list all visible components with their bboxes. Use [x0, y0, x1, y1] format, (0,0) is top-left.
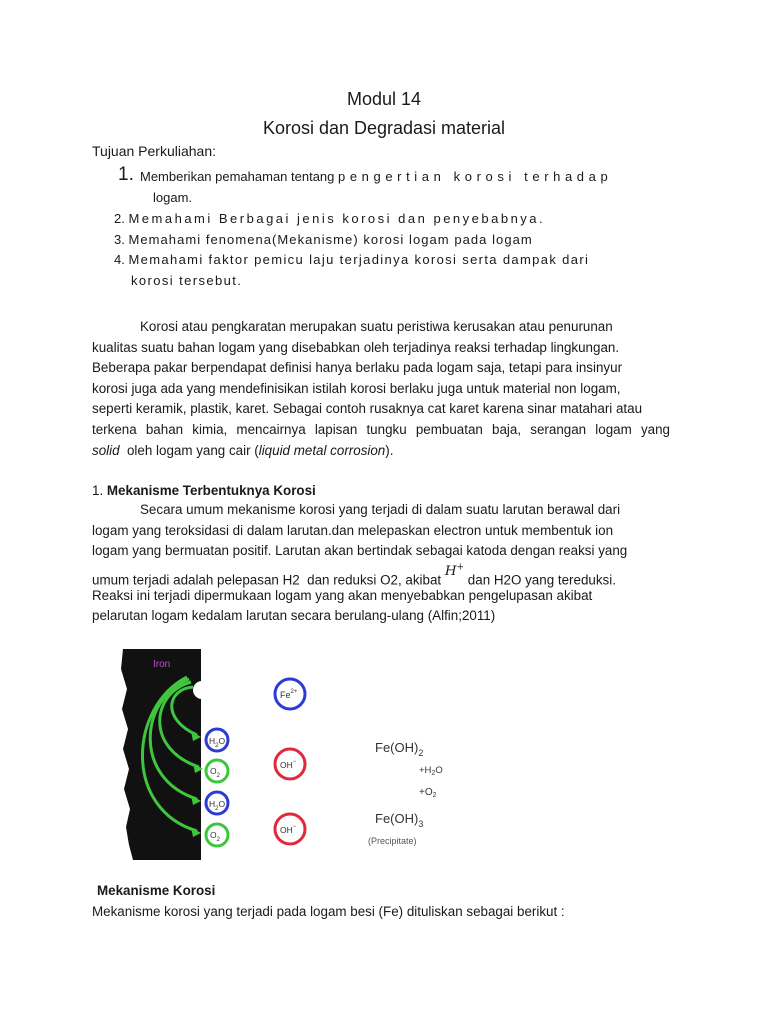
paragraph-line: terkena bahan kimia, mencairnya lapisan tungku pembuatan baja, serangan logam yang	[92, 421, 670, 437]
paragraph-fragment: ).	[385, 442, 394, 458]
paragraph-line: Reaksi ini terjadi dipermukaan logam yang akan menyebabkan pengelupasan akibat	[92, 587, 593, 603]
section-title: Mekanisme Terbentuknya Korosi	[106, 483, 316, 498]
module-subtitle: Korosi dan Degradasi material	[262, 118, 506, 138]
fe-ion-label: $Fe^{2+}$	[280, 689, 298, 700]
h2o-label: $H_2O$	[209, 736, 226, 749]
hydroxide-label: OH−	[280, 759, 297, 770]
italic-term: solid	[92, 442, 120, 458]
objective-4	[114, 252, 589, 267]
objective-text: Memahami fenomena(Mekanisme) korosi logam pada logam	[128, 232, 533, 247]
objective-number: 2.	[114, 211, 125, 226]
intro-paragraph	[92, 317, 670, 461]
italic-term: liquid metal corrosion	[258, 442, 386, 458]
objective-number: 4.	[114, 252, 125, 267]
paragraph-line: Beberapa pakar berpendapat definisi hanya berlaku pada logam saja, tetapi para insinyur	[92, 360, 623, 376]
module-title: Modul 14	[346, 89, 422, 109]
paragraph-line	[92, 562, 670, 586]
math-base: H	[444, 564, 457, 580]
dissolution-site	[193, 681, 211, 699]
precipitate-label: (Precipitate)	[368, 836, 417, 846]
h2o-molecule-2	[206, 792, 228, 814]
objective-text: Memahami faktor pemicu laju terjadinya korosi serta dampak dari	[128, 252, 590, 267]
paragraph-line: logam yang teroksidasi di dalam larutan.dan melepaskan electron untuk membentuk ion	[92, 522, 614, 538]
objective-1-line-2: logam.	[153, 190, 193, 205]
objective-1-line-1	[140, 169, 612, 184]
hydroxide-label: OH−	[280, 824, 297, 835]
o2-molecule-2	[206, 824, 228, 846]
h2o-molecule-1	[206, 729, 228, 751]
o2-molecule-1	[206, 760, 228, 782]
paragraph-fragment: umum terjadi adalah pelepasan H2 dan reduksi O2, akibat	[92, 572, 445, 588]
paragraph-line: logam yang bermuatan positif. Larutan akan bertindak sebagai katoda dengan reaksi yang	[92, 543, 628, 559]
objective-number: 1.	[118, 164, 134, 185]
h2o-label: $H_2O$	[209, 799, 226, 812]
hydroxide-ion-1	[275, 749, 305, 779]
section-heading	[92, 483, 316, 498]
paragraph-line: seperti keramik, plastik, karet. Sebagai contoh rusaknya cat karet karena sinar matahari atau	[92, 401, 643, 417]
objective-text: Memberikan pemahaman tentang	[140, 169, 339, 184]
math-h-plus	[445, 564, 464, 579]
paragraph-line: pelarutan logam kedalam larutan secara berulang-ulang (Alfin;2011)	[92, 608, 496, 624]
paragraph-line: korosi juga ada yang mendefinisikan istilah korosi berlaku juga untuk material non logam,	[92, 380, 621, 396]
hydroxide-ion-2	[275, 814, 305, 844]
iron-label: Iron	[153, 659, 171, 670]
objective-1	[118, 164, 134, 186]
objective-3	[114, 232, 533, 247]
paragraph-fragment: dan H2O yang tereduksi.	[464, 572, 616, 588]
section-paragraph	[92, 500, 670, 627]
o2-label: $O_2$	[210, 766, 220, 779]
objective-number: 3.	[114, 232, 125, 247]
paragraph-line: Korosi atau pengkaratan merupakan suatu peristiwa kerusakan atau penurunan	[140, 319, 613, 334]
iron-hydroxide-2: $Fe(OH)_2$	[375, 740, 424, 758]
plus-oxygen: $+O_2$	[419, 787, 437, 799]
objectives-label: Tujuan Perkuliahan:	[92, 143, 217, 159]
closing-sentence: Mekanisme korosi yang terjadi pada logam besi (Fe) dituliskan sebagai berikut :	[92, 904, 565, 919]
objective-text: Memahami Berbagai jenis korosi dan penyebabnya.	[128, 211, 546, 226]
figure-caption: Mekanisme Korosi	[97, 883, 216, 898]
objective-2	[114, 211, 545, 226]
math-superscript: +	[456, 562, 465, 573]
corrosion-mechanism-figure	[93, 649, 452, 860]
o2-label: $O_2$	[210, 830, 220, 843]
section-number: 1.	[92, 483, 107, 498]
paragraph-line: Secara umum mekanisme korosi yang terjadi di dalam suatu larutan berawal dari	[140, 502, 621, 517]
paragraph-fragment: oleh logam yang cair (	[119, 442, 259, 458]
objective-text-spaced: pengertian korosi terhadap	[338, 169, 613, 184]
paragraph-line: kualitas suatu bahan logam yang disebabkan oleh terjadinya reaksi terhadap lingkungan.	[92, 339, 620, 355]
fe-ion	[275, 679, 305, 709]
iron-hydroxide-3: $Fe(OH)_3$	[375, 811, 424, 829]
plus-water: $+H_2O$	[419, 765, 443, 777]
objective-4-line-2: korosi tersebut.	[131, 273, 243, 288]
paragraph-line-last	[92, 441, 670, 462]
